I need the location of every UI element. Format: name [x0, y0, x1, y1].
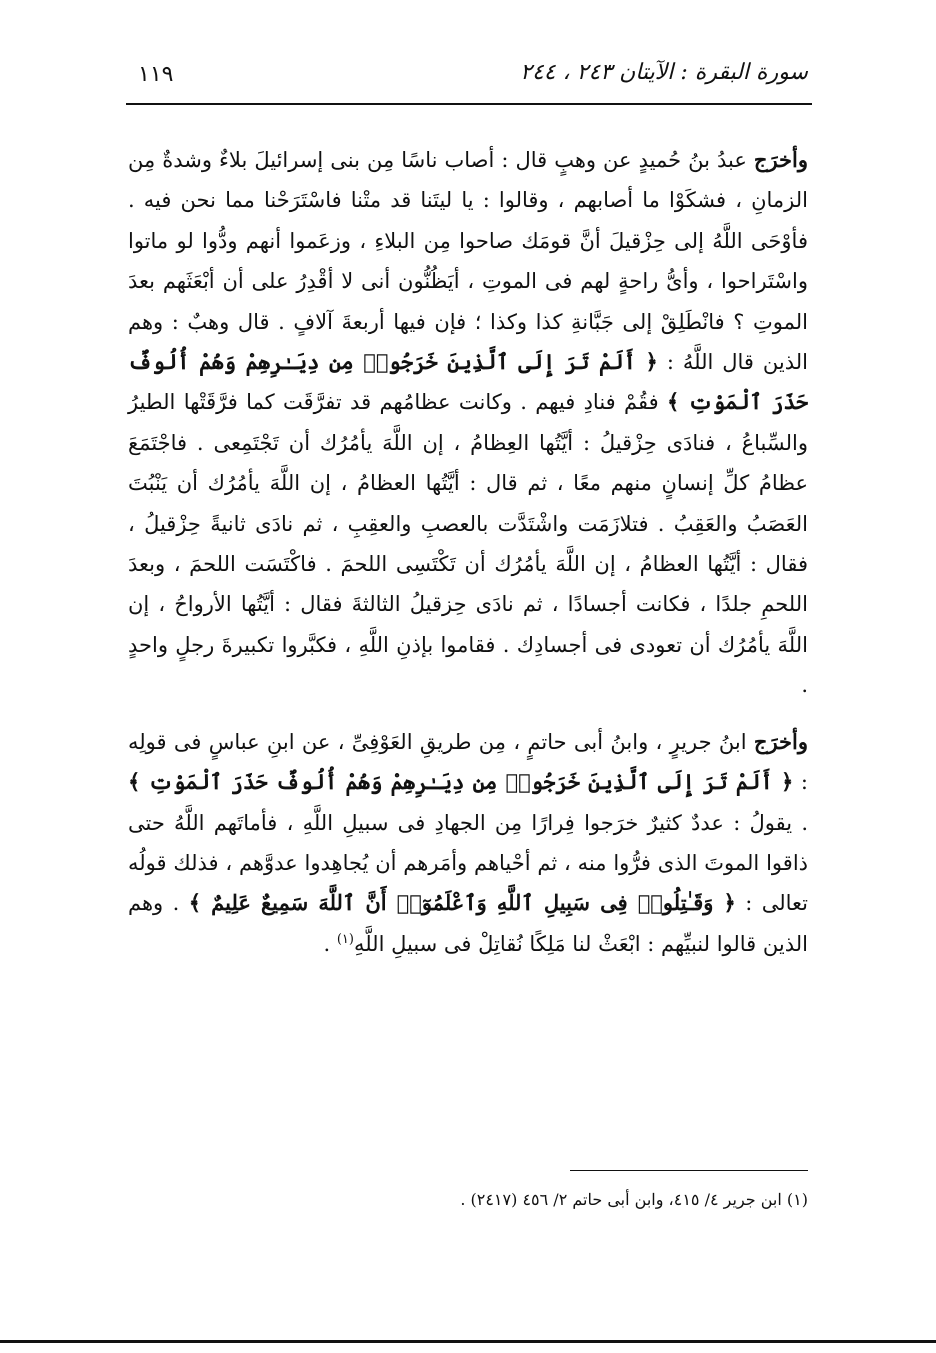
- text-segment: . وهم الذين قالوا لنبيِّهم : ابْعَثْ لنا مَلِكًا نُقاتِلْ فى سبيلِ اللَّهِ: [128, 891, 808, 956]
- quran-verse: ﴿ وَقَـٰتِلُوا۟ فِى سَبِيلِ ٱللَّهِ وَٱعْلَمُوٓا۟ أَنَّ ٱللَّهَ سَمِيعٌ عَلِيمٌ ﴾: [188, 890, 736, 916]
- text-segment: . يقولُ : عددٌ كثيرٌ خرَجوا فِرارًا مِن الجهادِ فى سبيلِ اللَّهِ ، فأماتَهم اللَّهُ حتى ذاقوا الموتَ الذى فرُّوا منه ، ثم أحْياهم وأمَرهم أن يُجاهِدوا عدوَّهم ، فذلك قولُه تعالى :: [128, 810, 808, 916]
- paragraph-1: [128, 140, 808, 706]
- header-divider: [126, 103, 812, 105]
- quran-verse: ﴿ أَلَمْ تَرَ إِلَى ٱلَّذِينَ خَرَجُوا۟ مِن دِيَـٰرِهِمْ وَهُمْ أُلُوفٌ حَذَرَ ٱلْمَوْتِ ﴾: [128, 769, 794, 795]
- page-bottom-edge: [0, 1340, 936, 1343]
- text-segment: ابنُ جريرٍ ، وابنُ أبى حاتمٍ ، مِن طريقِ العَوْفِىِّ ، عن ابنِ عباسٍ فى قولِه :: [128, 729, 808, 795]
- text-segment: فقُمْ فنادِ فيهم . وكانت عظامُهم قد تفرَّقَت كما فرَّقَتْها الطيرُ والسِّباعُ ، فنادَى حِزْقيلُ : أيَّتُها العِظامُ ، إن اللَّهَ يأمُرُك أن تَجْتَمِعى . فاجْتَمَعَ عظامُ كلِّ إنسانٍ منهم معًا ، ثم قال : أيَّتُها العظامُ ، إن اللَّهَ يأمُرُك أن يَنْبُتَ العَصَبُ والعَقِبُ . فتلازَمَت واشْتَدَّت بالعصبِ والعقِبِ ، ثم نادَى ثانيةً حِزْقيلُ ، فقال : أيَّتُها العظامُ ، إن اللَّهَ يأمُرُك أن تَكْتَسِى اللحمَ . فاكْتَسَت اللحمَ ، وبعدَ اللحمِ جلدًا ، فكانت أجسادًا ، ثم نادَى حِزقيلُ الثالثةَ فقال : أيَّتُها الأرواحُ ، إن اللَّهَ يأمُرُك أن تعودى فى أجسادِك . فقاموا بإذنِ اللَّهِ ، فكبَّروا تكبيرةَ رجلٍ واحدٍ .: [128, 390, 808, 698]
- paragraph-lead-word: وأخرَج: [753, 147, 808, 172]
- paragraph-lead-word: وأخرَج: [753, 728, 808, 754]
- footnote: (١) ابن جرير ٤/ ٤١٥، وابن أبى حاتم ٢/ ٤٥٦ (٢٤١٧) .: [460, 1190, 808, 1209]
- text-segment: عبدُ بنُ حُميدٍ عن وهبٍ قال : أصاب ناسًا مِن بنى إسرائيلَ بلاءٌ وشدةٌ مِن الزمانِ ، فشكَوْا ما أصابهم ، وقالوا : يا ليتَنا قد متْنا فاسْتَرَحْنا مما نحن فيه . فأوْحَى اللَّهُ إلى حِزْقيلَ أنَّ قومَك صاحوا مِن البلاءِ ، وزعَموا أنهم ودُّوا لو ماتوا واسْتَراحوا ، وأىُّ راحةٍ لهم فى الموتِ ، أيَظُنُّون أنى لا أقْدِرُ على أن أبْعَثَهم بعدَ الموتِ ؟ فانْطَلِقْ إلى جَبَّانةِ كذا وكذا ؛ فإن فيها أربعةَ آلافٍ . قال وهبٌ : وهم الذين قال اللَّهُ :: [128, 148, 808, 375]
- running-title: سورة البقرة : الآيتان ٢٤٣ ، ٢٤٤: [520, 60, 808, 85]
- text-segment: .: [323, 931, 337, 956]
- footnote-divider: [570, 1170, 808, 1171]
- quran-verse: ﴿ أَلَمْ تَرَ إِلَى ٱلَّذِينَ خَرَجُوا۟ مِن دِيَـٰرِهِمْ وَهُمْ أُلُوفٌ حَذَرَ ٱلْمَوْتِ ﴾: [128, 349, 809, 415]
- page-header: [130, 56, 808, 96]
- footnote-reference: (١): [336, 931, 354, 947]
- body-text: [128, 140, 808, 964]
- paragraph-2: [128, 722, 808, 964]
- page-number: ١١٩: [138, 62, 174, 87]
